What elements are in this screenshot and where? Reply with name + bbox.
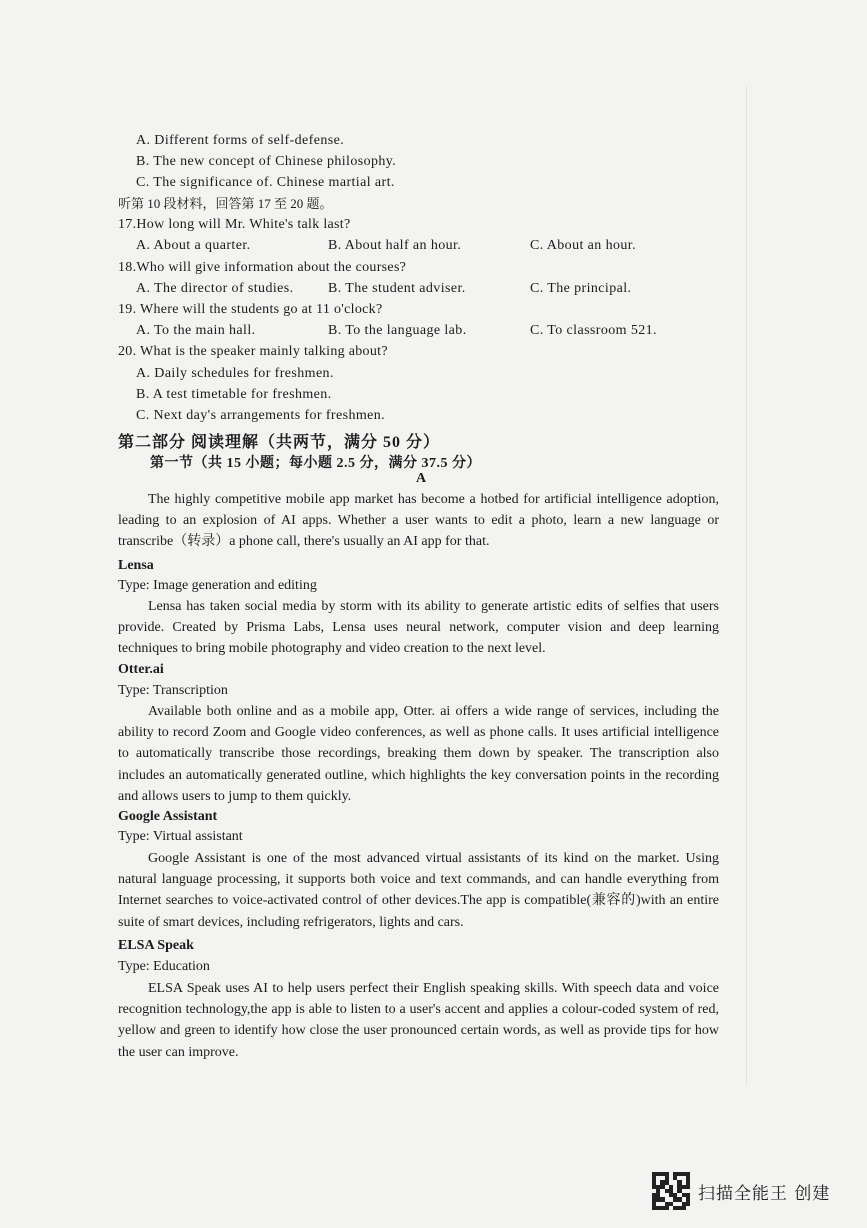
question-option-c: C. The principal.: [530, 281, 632, 296]
app-description-text: Lensa has taken social media by storm with its ability to generate artistic edits of selfies that users provide. Created by Prisma Labs, Lensa uses neural network, computer vision and deep learning techniques to bring mobile photography and video creation to the next level.: [118, 599, 719, 657]
question-stem: 19. Where will the students go at 11 o'clock?: [118, 302, 383, 317]
app-description-text: Available both online and as a mobile app, Otter. ai offers a wide range of services, including the ability to record Zoom and Google video conferences, as well as phone calls. It uses artificial intelligence to automatically transcribe those recordings, breaking them down by speaker. The transcription also includes an automatically generated outline, which highlights the key conversation points in the recording and allows users to jump to them quickly.: [118, 704, 719, 804]
watermark-text: 扫描全能王 创建: [698, 1183, 831, 1204]
part2-title: 第二部分 阅读理解（共两节，满分 50 分）: [118, 434, 441, 451]
q16-option-a: A. Different forms of self-defense.: [136, 133, 345, 148]
app-description: [118, 848, 719, 933]
question-option-c: C. Next day's arrangements for freshmen.: [136, 408, 386, 423]
question-option-a: A. The director of studies.: [136, 281, 294, 296]
part2-subtitle: 第一节（共 15 小题；每小题 2.5 分，满分 37.5 分）: [150, 456, 481, 471]
question-option-a: A. Daily schedules for freshmen.: [136, 366, 334, 381]
app-type: Type: Transcription: [118, 683, 228, 698]
passage-intro-text: The highly competitive mobile app market has become a hotbed for artificial intelligence adoption, leading to an explosion of AI apps. Whether a user wants to edit a photo, learn a new language or transcribe（转录）a phone call, there's usually an AI app for that.: [118, 492, 719, 550]
question-option-a: A. About a quarter.: [136, 238, 251, 253]
app-type: Type: Virtual assistant: [118, 829, 243, 844]
app-name: ELSA Speak: [118, 938, 194, 953]
question-option-b: B. To the language lab.: [328, 323, 467, 338]
scanner-watermark: [652, 1172, 830, 1210]
question-stem: 18.Who will give information about the courses?: [118, 260, 407, 275]
question-option-a: A. To the main hall.: [136, 323, 256, 338]
app-name: Otter.ai: [118, 662, 164, 677]
question-option-c: C. To classroom 521.: [530, 323, 657, 338]
question-stem: 17.How long will Mr. White's talk last?: [118, 217, 351, 232]
passage-intro: [118, 489, 719, 553]
question-option-b: B. The student adviser.: [328, 281, 466, 296]
app-description: [118, 978, 719, 1063]
app-description-text: ELSA Speak uses AI to help users perfect their English speaking skills. With speech data and voice recognition technology,the app is able to listen to a user's accent and applies a colour-coded system of red, yellow and green to identify how close the user pronounced certain words, as well as provide tips for how the user can improve.: [118, 981, 719, 1060]
section10-instruction: 听第 10 段材料，回答第 17 至 20 题。: [118, 196, 333, 211]
qr-code-icon: [652, 1172, 690, 1210]
app-type: Type: Image generation and editing: [118, 578, 317, 593]
question-option-b: B. About half an hour.: [328, 238, 462, 253]
app-description: [118, 701, 719, 807]
app-name: Google Assistant: [118, 809, 218, 824]
app-name: Lensa: [118, 558, 154, 573]
question-option-c: C. About an hour.: [530, 238, 636, 253]
q16-option-b: B. The new concept of Chinese philosophy.: [136, 154, 397, 169]
question-stem: 20. What is the speaker mainly talking about?: [118, 344, 388, 359]
passage-label: A: [416, 471, 427, 486]
scan-edge-line: [746, 86, 747, 1086]
q16-option-c: C. The significance of. Chinese martial art.: [136, 175, 395, 190]
app-type: Type: Education: [118, 959, 210, 974]
app-description: [118, 596, 719, 660]
app-description-text: Google Assistant is one of the most advanced virtual assistants of its kind on the market. Using natural language processing, it supports both voice and text commands, and can handle everything from Internet searches to voice-activated control of other devices.The app is compatible(兼容的)with an entire suite of smart devices, including refrigerators, lights and cars.: [118, 851, 719, 930]
question-option-b: B. A test timetable for freshmen.: [136, 387, 332, 402]
